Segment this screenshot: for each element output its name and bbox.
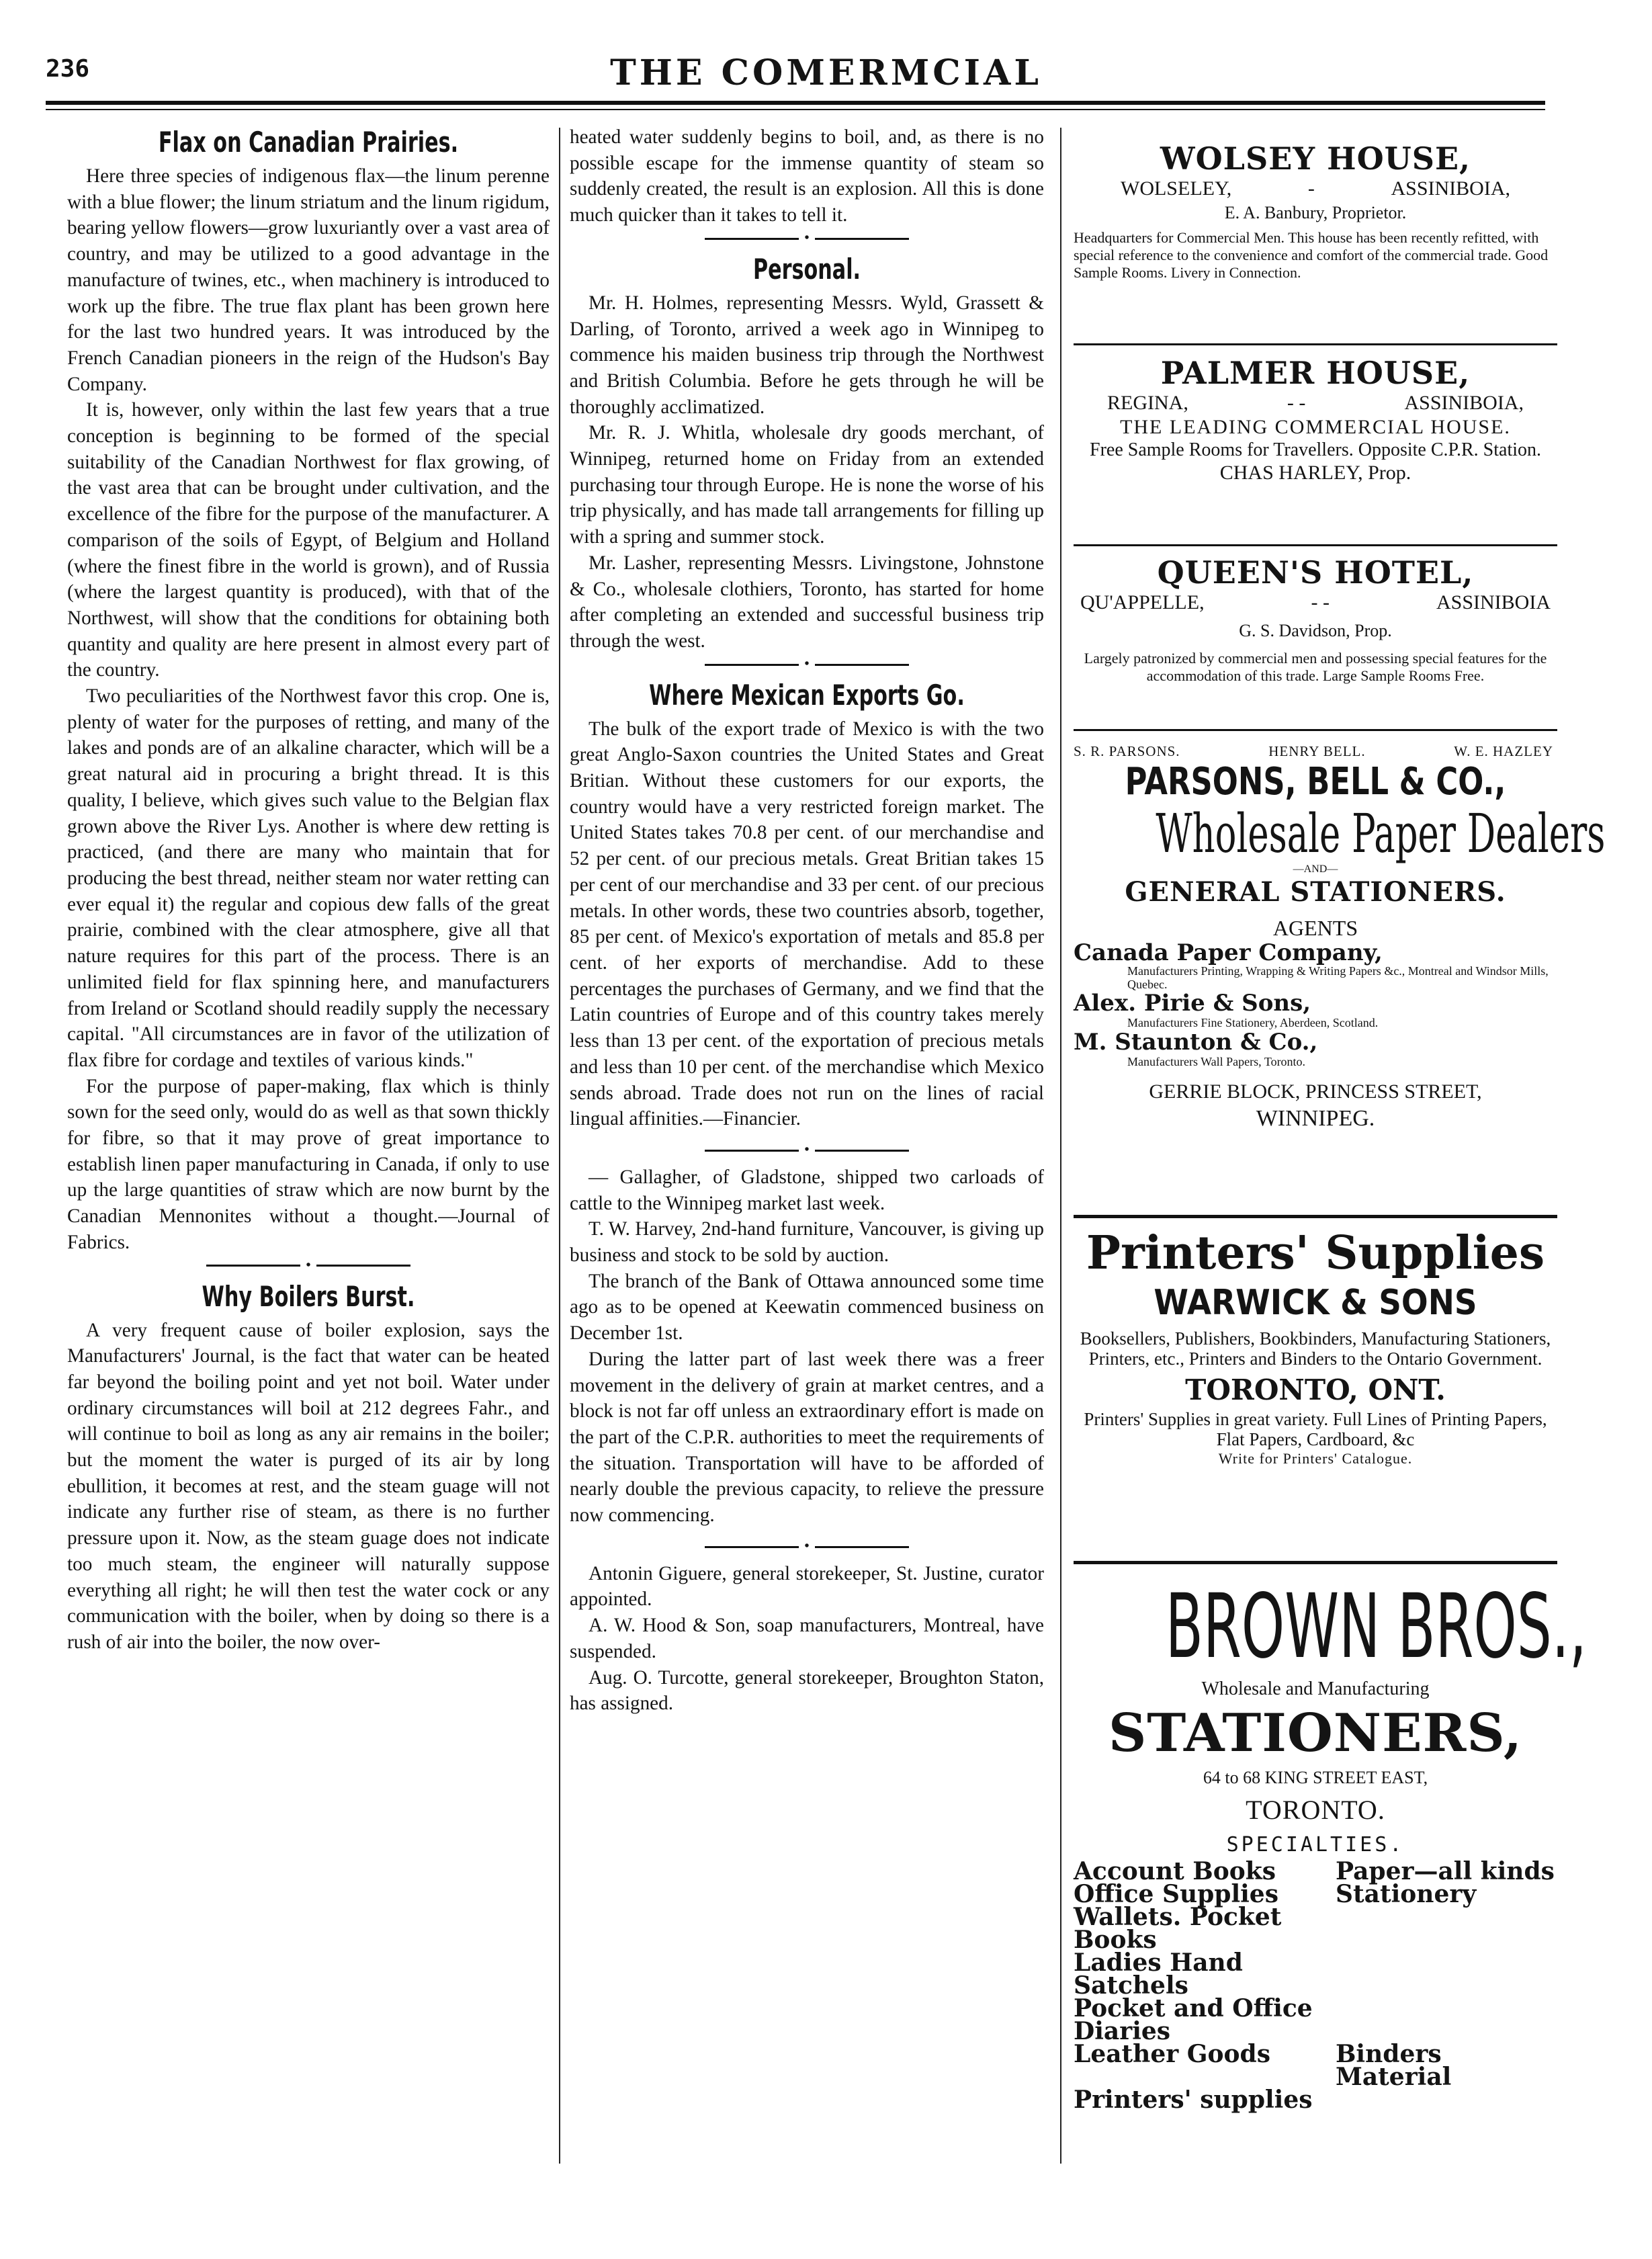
ad-address: 64 to 68 KING STREET EAST, (1203, 1768, 1428, 1787)
ad-tagline: THE LEADING COMMERCIAL HOUSE. (1120, 416, 1511, 438)
paragraph: A. W. Hood & Son, soap manufacturers, Montreal, have suspended. (570, 1615, 1044, 1662)
ad-brown-bros (1074, 1575, 1587, 2114)
ad-wolsey-house (1074, 140, 1557, 337)
ad-city: WINNIPEG. (1256, 1106, 1375, 1131)
ad-title: BROWN BROS., (1165, 1575, 1587, 1678)
specialty-item: Paper—all kinds (1336, 1857, 1555, 1885)
specialty-row (1074, 2040, 1557, 2091)
paragraph: The bulk of the export trade of Mexico is with the two great Anglo-Saxon countries the United States and Great Britian. Without these customers for our exports, the country would have a very restricted foreign market. The United States takes 70.8 per cent. of our merchandise and 52 per cent. of our precious metals. Great Britian takes 15 per cent of our merchandise and 33 per cent. of our precious metals. In other words, these two countries absorb, together, 85 per cent. of Mexico's exportation of metals and 85.8 per cent. of her exports of merchandise. Add to these percentages the purchases of Germany, and we find that the Latin countries of Europe and of this country takes merely less than 13 per cent. of the exportation of precious metals and less than 10 per cent. of the merchandise which Mexico sends abroad. Trade does not run on the lines of racial lingual affinities.—Financier. (570, 718, 1044, 1130)
article-title: Personal. (752, 252, 861, 286)
agent-name: M. Staunton & Co., (1074, 1029, 1318, 1056)
ad-location (1074, 177, 1557, 201)
specialty-item: Stationery (1336, 1880, 1477, 1908)
paragraph: For the purpose of paper-making, flax which is thinly sown for the seed only, would do as well as that sown thickly for fibre, so that it may prove of great importance to establish linen paper manufacturing in Canada, if only to use up the large quantities of straw which are now burnt by the Canadian Mennonites without a thought.—Journal of Fabrics. (67, 1075, 550, 1253)
specialty-item (1336, 1951, 1557, 1997)
news-notes (570, 1561, 1044, 1717)
separator-ornament: • (570, 1142, 1044, 1158)
partner-name: W. E. HAZLEY (1454, 743, 1553, 759)
paragraph: Antonin Giguere, general storekeeper, St. Justine, curator appointed. (570, 1562, 1044, 1611)
specialty-row (1074, 1903, 1557, 1954)
paragraph: A very frequent cause of boiler explosion, says the Manufacturers' Journal, is the fact that water can be heated far beyond the boiling point and yet not boil. Water under ordinary circumstances will boil at 212 degrees Fahr., and will continue to boil as long as any air remains in the boiler; but the moment the water is purged of its air by long ebullition, it becomes at rest, and the steam guage will not indicate any further rise of steam, as there is no further pressure upon it. Now, as the steam guage does not indicate too much steam, the engineer will naturally suppose everything all right; he will then test the water cock or any communication with the boiler, when by doing so there is a rush of air into the boiler, the now over- (67, 1319, 550, 1653)
article-title: Flax on Canadian Prairies. (158, 126, 459, 159)
column-2 (570, 124, 1044, 2154)
paragraph: It is, however, only within the last few years that a true conception is beginning to be formed of the special suitability of the Canadian Northwest for flax growing, of the vast area that can be brought under cultivation, and the excellence of the fibre for the purpose of the manufacturer. A comparison of the soils of Egypt, of Belgium and Holland (where the finest fibre in the world is grown), and of Russia (where the largest quantity is produced), with that of the Northwest, will show that the conditions for obtaining both quantity and quality are here present in almost every part of the country. (67, 399, 550, 681)
ad-city: TORONTO, ONT. (1185, 1373, 1446, 1406)
article-continuation: heated water suddenly begins to boil, and, as there is no possible escape for the immense quantity of steam so suddenly created, the result is an explosion. All this is done much quicker than it takes to tell it. (570, 126, 1044, 226)
ad-divider (1074, 1561, 1557, 1564)
article-title: Why Boilers Burst. (202, 1279, 415, 1313)
specialty-item: Printers' supplies (1074, 2086, 1313, 2114)
paragraph: Mr. Lasher, representing Messrs. Livingstone, Johnstone & Co., wholesale clothiers, Toronto, has started for home after completing an extended and successful business trip through the west. (570, 552, 1044, 652)
masthead-rule-thin (46, 109, 1545, 110)
partner-name: HENRY BELL. (1268, 743, 1366, 759)
ad-headline: Wholesale Paper Dealers (1156, 802, 1606, 865)
specialty-item: Office Supplies (1074, 1880, 1278, 1908)
ad-title: PALMER HOUSE, (1160, 355, 1471, 391)
paragraph: — Gallagher, of Gladstone, shipped two carloads of cattle to the Winnipeg market last week. (570, 1166, 1044, 1214)
ad-note: Printers' Supplies in great variety. Full Lines of Printing Papers, Flat Papers, Cardboard, &c (1084, 1409, 1547, 1449)
agent-desc: Manufacturers Printing, Wrapping & Writing Papers &c., Montreal and Windsor Mills, Quebec. (1127, 964, 1549, 991)
specialty-item: Account Books (1074, 1857, 1276, 1885)
ad-title: PARSONS, BELL & CO., (1125, 760, 1506, 804)
paragraph: Mr. H. Holmes, representing Messrs. Wyld, Grassett & Darling, of Toronto, arrived a week ago in Winnipeg to commence his maiden business trip through the Northwest and British Columbia. Before he gets through he will be thoroughly acclimatized. (570, 292, 1044, 418)
specialty-item: Pocket and Office Diaries (1074, 1994, 1313, 2045)
article-body (570, 716, 1044, 1132)
ad-city: TORONTO. (1246, 1795, 1385, 1825)
partner-name: S. R. PARSONS. (1074, 743, 1180, 759)
specialties-list (1074, 1857, 1557, 2114)
ad-place: WOLSELEY, (1121, 177, 1232, 200)
specialty-row (1074, 1880, 1557, 1908)
column-1 (67, 124, 550, 2154)
specialty-item (1336, 1906, 1557, 1951)
advertisements-column (1074, 124, 1606, 2114)
masthead-rule (46, 101, 1545, 105)
article-title: Where Mexican Exports Go. (649, 678, 965, 712)
specialty-item: Ladies Hand Satchels (1074, 1949, 1243, 2000)
agent-name: Canada Paper Company, (1074, 939, 1383, 966)
article-body (67, 163, 550, 1256)
specialty-item (1336, 1997, 1557, 2043)
ad-place: REGINA, (1107, 392, 1188, 414)
ad-partner-names (1074, 738, 1557, 760)
ad-divider (1074, 343, 1557, 345)
ad-parsons-bell (1074, 738, 1606, 1208)
ad-subheadline: GENERAL STATIONERS. (1125, 876, 1506, 908)
specialty-item: Leather Goods (1074, 2040, 1270, 2068)
specialty-item: Binders Material (1336, 2040, 1452, 2091)
specialty-item: Wallets. Pocket Books (1074, 1903, 1282, 1954)
ad-province: ASSINIBOIA, (1404, 392, 1524, 414)
separator-ornament: • (570, 656, 1044, 672)
ad-address: GERRIE BLOCK, PRINCESS STREET, (1149, 1080, 1482, 1103)
ad-title: WARWICK & SONS (1154, 1283, 1477, 1323)
ad-title: QUEEN'S HOTEL, (1157, 554, 1474, 591)
separator-ornament: • (570, 230, 1044, 246)
specialty-row (1074, 1994, 1557, 2045)
column-divider (1060, 128, 1061, 2164)
page-number: 236 (46, 55, 90, 83)
ad-divider (1074, 729, 1557, 731)
specialty-item (1336, 2088, 1557, 2111)
ad-stationers: STATIONERS, (1108, 1703, 1523, 1764)
ad-province: ASSINIBOIA, (1391, 177, 1510, 200)
ad-location (1074, 391, 1557, 415)
specialty-row (1074, 2086, 1557, 2114)
paragraph: Mr. R. J. Whitla, wholesale dry goods merchant, of Winnipeg, returned home on Friday from an extended purchasing tour through Europe. He is none the worse of his trip physically, and has made tall arrangements for filling up with a spring and summer stock. (570, 422, 1044, 548)
ad-note: Free Sample Rooms for Travellers. Opposite C.P.R. Station. (1090, 439, 1541, 460)
ad-location (1074, 591, 1557, 615)
paragraph: T. W. Harvey, 2nd-hand furniture, Vancouver, is giving up business and stock to be sold by auction. (570, 1218, 1044, 1267)
separator-ornament: • (67, 1257, 550, 1273)
masthead: THE COMERMCIAL (610, 52, 1042, 93)
specialty-row (1074, 1949, 1557, 2000)
agent-desc: Manufacturers Fine Stationery, Aberdeen, Scotland. (1127, 1016, 1379, 1029)
specialty-row (1074, 1857, 1557, 1885)
ad-place: QU'APPELLE, (1080, 591, 1205, 613)
ad-proprietor: E. A. Banbury, Proprietor. (1224, 203, 1407, 222)
ad-sep: - - (1311, 591, 1330, 613)
ad-queens-hotel (1074, 554, 1557, 722)
ad-title: WOLSEY HOUSE, (1160, 140, 1471, 177)
paragraph: The branch of the Bank of Ottawa announced some time ago as to be opened at Keewatin commenced business on December 1st. (570, 1270, 1044, 1345)
article-body (570, 290, 1044, 654)
paragraph: Two peculiarities of the Northwest favor this crop. One is, plenty of water for the purposes of retting, and many of the lakes and ponds are of an alkaline character, which will be a great natural aid in procuring a bright thread. It is this quality, I believe, which gives such value to the Belgian flax grown above the River Lys. Another is where dew retting is practiced, (and there are many who maintain that for producing the best thread, neither steam nor water retting can ever equal it) the regular and copious dew falls of the great prairie, combined with the clear atmosphere, give all that nature requires for this part of the process. There is an unlimited field for flax spinning here, and manufacturers from Ireland or Scotland should readily supply the necessary capital. "All circumstances are in favor of the utilization of flax fibre for cordage and textiles of various kinds." (67, 685, 550, 1071)
ad-warwick-sons (1074, 1225, 1557, 1554)
ad-write: Write for Printers' Catalogue. (1218, 1450, 1413, 1467)
paragraph: Aug. O. Turcotte, general storekeeper, Broughton Staton, has assigned. (570, 1666, 1044, 1715)
ad-palmer-house (1074, 355, 1557, 538)
column-divider (559, 128, 560, 2164)
ad-province: ASSINIBOIA (1436, 591, 1551, 613)
news-notes (570, 1164, 1044, 1529)
ad-divider (1074, 544, 1557, 546)
ad-proprietor: G. S. Davidson, Prop. (1239, 621, 1392, 640)
ad-and: —AND— (1293, 863, 1338, 875)
article-body (67, 1318, 550, 1656)
ad-desc: Booksellers, Publishers, Bookbinders, Manufacturing Stationers, Printers, etc., Printers and Binders to the Ontario Government. (1080, 1328, 1551, 1369)
ad-specialties-label: SPECIALTIES. (1226, 1833, 1405, 1857)
ad-sep: - - (1287, 392, 1306, 414)
ad-divider (1074, 1215, 1557, 1218)
ad-agents-label: AGENTS (1272, 916, 1358, 940)
ad-note: Headquarters for Commercial Men. This house has been recently refitted, with special reference to the convenience and comfort of the commercial trade. Good Sample Rooms. Livery in Connection. (1074, 229, 1549, 281)
ad-sub: Wholesale and Manufacturing (1201, 1678, 1430, 1699)
ad-headline: Printers' Supplies (1086, 1226, 1545, 1280)
agent-name: Alex. Pirie & Sons, (1074, 990, 1311, 1017)
paragraph: Here three species of indigenous flax—the linum perenne with a blue flower; the linum striatum and the linum rigidum, bearing yellow flowers—grow luxuriantly over a vast area of country, and may be utilized to a good advantage in the manufacture of twines, etc., when machinery is introduced to work up the fibre. The true flax plant has been grown here for the last two hundred years. It was introduced by the French Canadian pioneers in the reign of the Hudson's Bay Company. (67, 165, 550, 395)
agent-desc: Manufacturers Wall Papers, Toronto. (1127, 1055, 1306, 1068)
separator-ornament: • (570, 1538, 1044, 1554)
ad-proprietor: CHAS HARLEY, Prop. (1219, 462, 1411, 484)
ad-sep: - (1307, 177, 1315, 200)
paragraph: During the latter part of last week there was a freer movement in the delivery of grain at market centres, and a block is not far off unless an extraordinary effort is made on the part of the C.P.R. authorities to meet the requirements of the situation. Transportation will have to be afforded of nearly double the previous capacity, to relieve the pressure now commencing. (570, 1348, 1044, 1527)
ad-note: Largely patronized by commercial men and possessing special features for the accommodation of this trade. Large Sample Rooms Free. (1084, 650, 1547, 684)
